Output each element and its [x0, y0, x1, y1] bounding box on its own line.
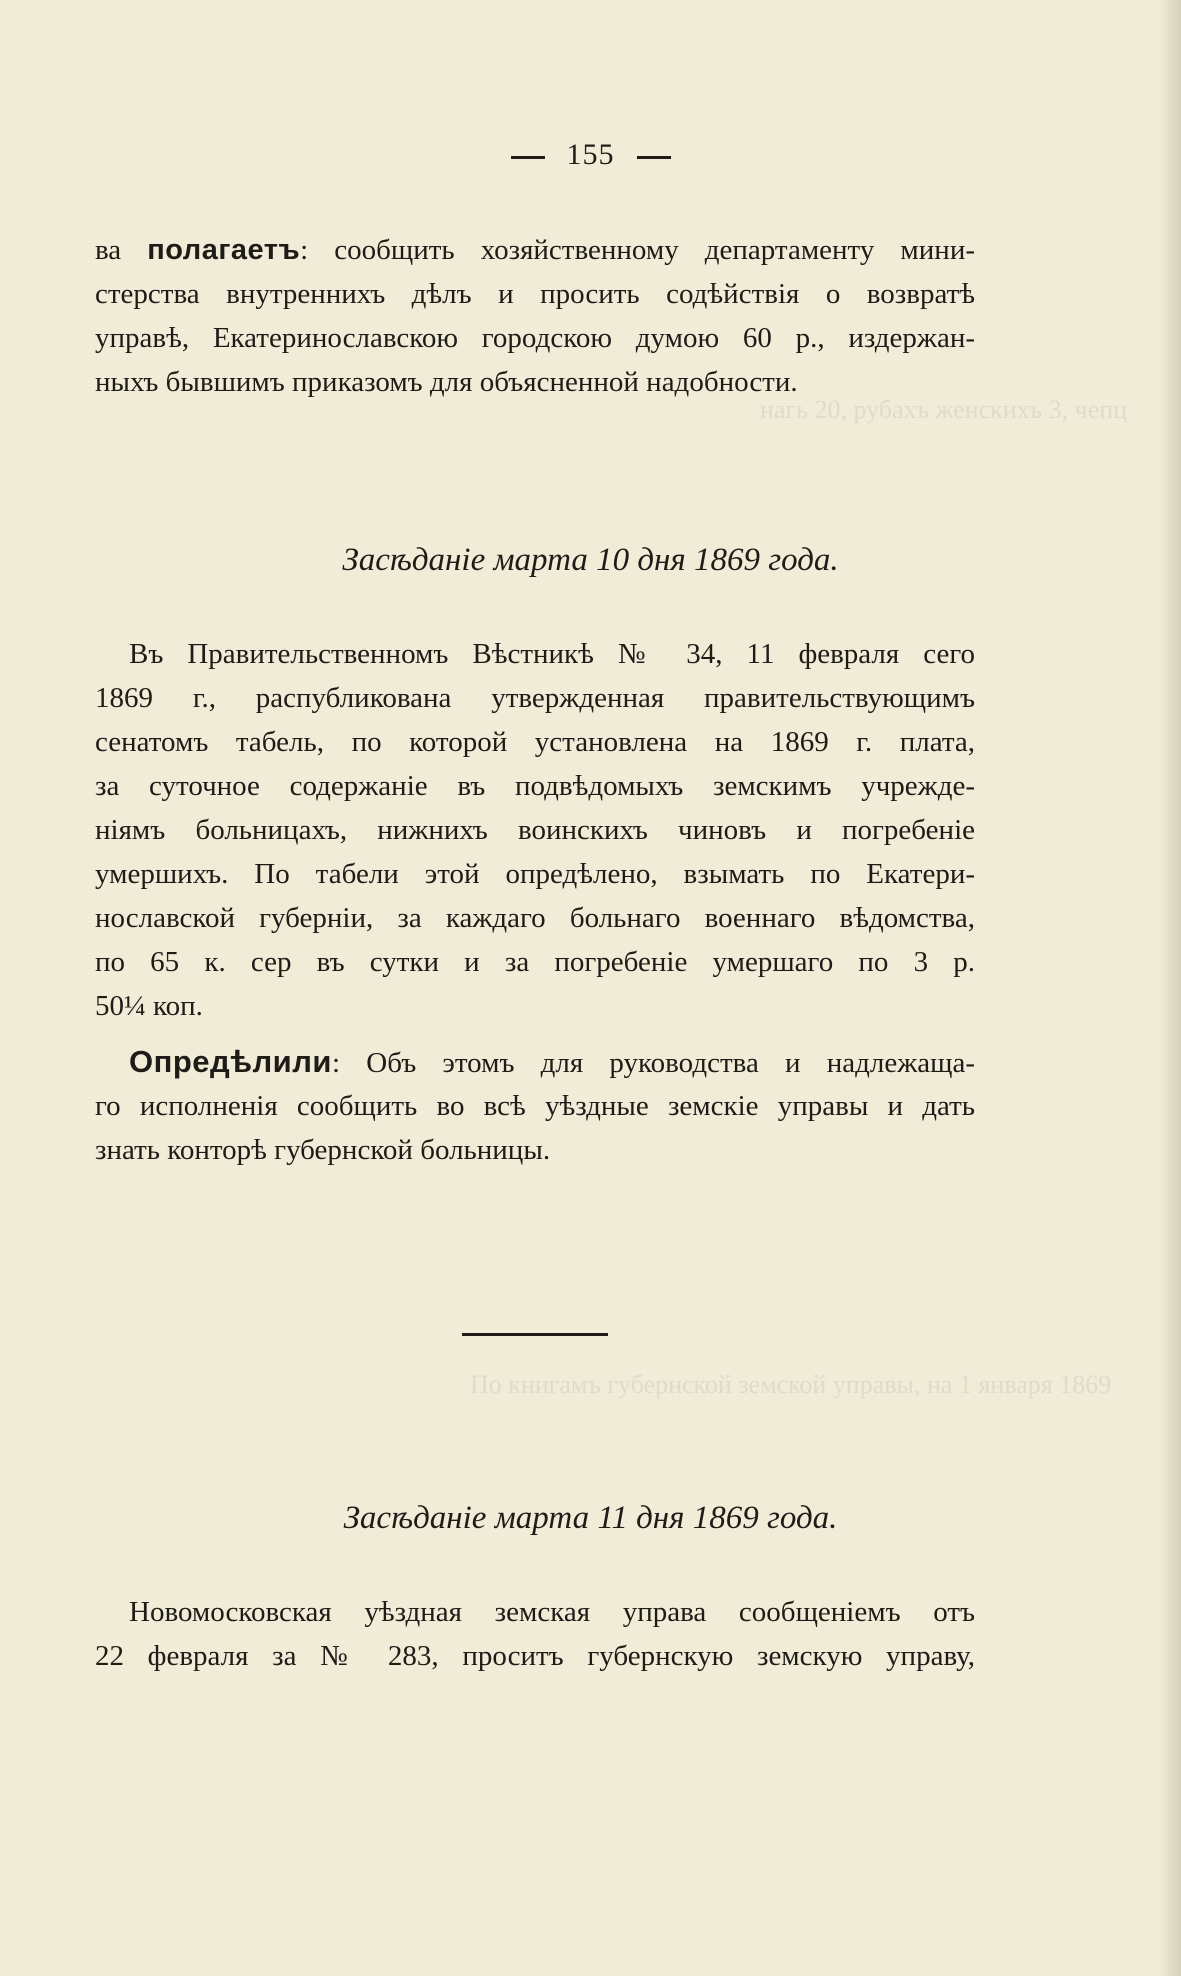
text-line: знать конторѣ губернской больницы.: [95, 1134, 551, 1166]
text-line: управѣ, Екатеринославскою городскою думою 60 р., издержан-: [95, 322, 975, 354]
session-heading: Засѣданіе марта 10 дня 1869 года.: [342, 542, 839, 578]
text-line: сенатомъ табель, по которой установлена на 1869 г. плата,: [95, 726, 975, 758]
text-line: Новомосковская уѣздная земская управа сообщеніемъ отъ: [129, 1596, 975, 1628]
text-line: [95, 228, 975, 272]
page-number-dash: [511, 156, 545, 159]
text-fragment: : Объ этомъ для руководства и надлежаща-: [331, 1047, 975, 1079]
text-line: [95, 1040, 975, 1084]
text-line: ніямъ больницахъ, нижнихъ воинскихъ чиновъ и погребеніе: [95, 814, 975, 846]
text-line: го исполненія сообщить во всѣ уѣздные земскіе управы и дать: [95, 1090, 975, 1122]
text-line: стерства внутреннихъ дѣлъ и просить содѣйствія о возвратѣ: [95, 278, 975, 310]
bleed-through-text: По книгамъ губернской земской управы, на 1 января 1869: [470, 1370, 1112, 1399]
text-line: за суточное содержаніе въ подвѣдомыхъ земскимъ учрежде-: [95, 770, 975, 802]
bleed-through-text: нагь 20, рубахъ женскихъ 3, чепц: [760, 395, 1128, 424]
session-heading: Засѣданіе марта 11 дня 1869 года.: [343, 1500, 838, 1536]
text-line: по 65 к. сер въ сутки и за погребеніе умершаго по 3 р.: [95, 946, 975, 978]
section-divider: [462, 1333, 608, 1336]
paragraph-continuation: [95, 228, 975, 404]
page-number: [0, 138, 1181, 172]
text-line: нославской губерніи, за каждаго больнаго военнаго вѣдомства,: [95, 902, 975, 934]
text-line: ныхъ бывшимъ приказомъ для объясненной надобности.: [95, 366, 798, 398]
page-number-dash: [637, 156, 671, 159]
text-line: 50¼ коп.: [95, 990, 203, 1022]
paragraph-novomoskovsk: [95, 1590, 975, 1678]
page-edge-shadow: [1159, 0, 1181, 1976]
text-line: умершихъ. По табели этой опредѣлено, взымать по Екатери-: [95, 858, 975, 890]
page-number-text: 155: [566, 138, 615, 171]
paragraph-tabel: [95, 632, 975, 1028]
text-fragment: ва: [95, 234, 122, 266]
text-line: 1869 г., распубликована утвержденная правительствующимъ: [95, 682, 975, 714]
bold-term: полагаетъ: [147, 234, 301, 266]
text-fragment: : сообщить хозяйственному департаменту мини-: [300, 234, 975, 266]
text-line: Въ Правительственномъ Вѣстникѣ № 34, 11 февраля сего: [129, 638, 975, 670]
bold-term: Опредѣлили: [129, 1044, 332, 1079]
paragraph-resolution: [95, 1040, 975, 1172]
text-line: 22 февраля за № 283, проситъ губернскую земскую управу,: [95, 1640, 975, 1672]
